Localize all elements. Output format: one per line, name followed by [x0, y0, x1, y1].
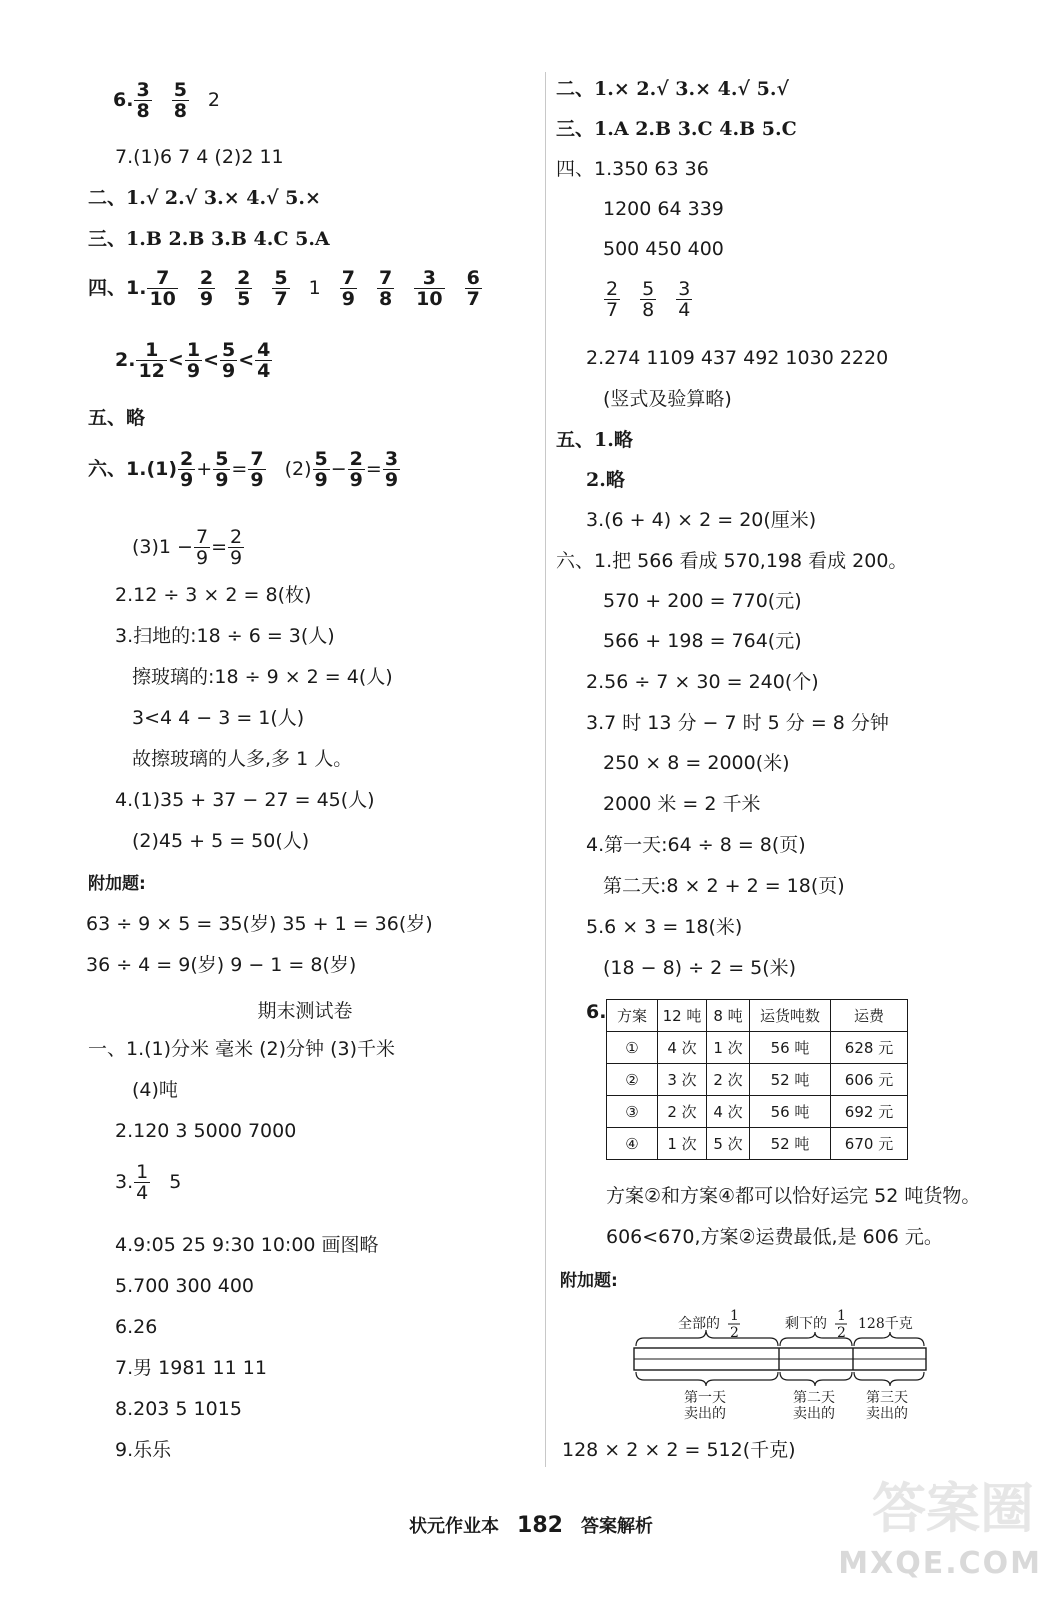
- table-row: [607, 1128, 908, 1160]
- table-row: [607, 1032, 908, 1064]
- diagram-label-whole: 全部的: [678, 1316, 720, 1332]
- right-section-6-q1: 六、1.把 566 看成 570,198 看成 200。: [556, 550, 908, 572]
- segment-diagram: [630, 1300, 930, 1425]
- fraction: $\frac{5}{8}$: [173, 79, 187, 122]
- right-section-5-q2: 2.略: [586, 469, 625, 491]
- extra-answer-1: 63 ÷ 9 × 5 = 35(岁) 35 + 1 = 36(岁): [86, 913, 433, 935]
- footer-book-name: 状元作业本: [409, 1516, 500, 1537]
- right-section-4-row2: 1200 64 339: [603, 198, 724, 220]
- right-section-6-q5b: (18 − 8) ÷ 2 = 5(米): [603, 957, 797, 979]
- right-section-6-q4a: 4.第一天:64 ÷ 8 = 8(页): [586, 834, 806, 856]
- final-q8: 8.203 5 1015: [115, 1398, 242, 1420]
- right-section-6-q6-conclusion2: 606<670,方案②运费最低,是 606 元。: [606, 1226, 943, 1248]
- table-cell: 670 元: [831, 1128, 908, 1160]
- table-cell: 3 次: [658, 1064, 707, 1096]
- brace-day3: [854, 1372, 924, 1386]
- final-q2: 2.120 3 5000 7000: [115, 1120, 297, 1142]
- extra-question-title: 附加题:: [88, 874, 146, 894]
- table-cell: 628 元: [831, 1032, 908, 1064]
- diagram-day1-sold: 卖出的: [684, 1406, 726, 1422]
- table-header-row: [607, 1000, 908, 1032]
- section-5-answer: 五、略: [88, 407, 146, 429]
- section-3-answers: 三、1.B 2.B 3.B 4.C 5.A: [88, 228, 330, 250]
- final-q9: 9.乐乐: [115, 1439, 172, 1461]
- section-6-q1-part3: (3)1 − $\frac{7}{9}$ = $\frac{2}{9}$: [132, 526, 243, 569]
- table-cell: 1 次: [707, 1032, 750, 1064]
- table-cell: 2 次: [707, 1064, 750, 1096]
- right-section-6-q3-calc1: 250 × 8 = 2000(米): [603, 752, 790, 774]
- right-section-5-q3: 3.(6 + 4) × 2 = 20(厘米): [586, 509, 817, 531]
- table-cell: 56 吨: [750, 1032, 831, 1064]
- right-section-6-q2: 2.56 ÷ 7 × 30 = 240(个): [586, 671, 819, 693]
- table-cell: 52 吨: [750, 1128, 831, 1160]
- final-q5: 5.700 300 400: [115, 1275, 255, 1297]
- brace-amount: [854, 1332, 924, 1346]
- table-cell: ③: [607, 1096, 658, 1128]
- table-cell: ④: [607, 1128, 658, 1160]
- brace-day1: [636, 1372, 778, 1386]
- right-section-6-q5a: 5.6 × 3 = 18(米): [586, 916, 743, 938]
- section-4-comparison: 2. $\frac{1}{12}$ < $\frac{1}{9}$ < $\frac{5}{9}$ < $\frac{4}{4}$: [115, 339, 271, 382]
- answer-7: 7.(1)6 7 4 (2)2 11: [115, 146, 284, 168]
- table-header: 运费: [831, 1000, 908, 1032]
- table-cell: 2 次: [658, 1096, 707, 1128]
- right-extra-question-title: 附加题:: [560, 1271, 618, 1291]
- fraction: $\frac{3}{8}$: [136, 79, 150, 122]
- section-6-q3b: 擦玻璃的:18 ÷ 9 × 2 = 4(人): [132, 666, 393, 688]
- diagram-day3-sold: 卖出的: [866, 1406, 908, 1422]
- right-section-4-note: (竖式及验算略): [603, 388, 732, 410]
- section-6-q2: 2.12 ÷ 3 × 2 = 8(枚): [115, 584, 312, 606]
- table-cell: ②: [607, 1064, 658, 1096]
- final-q3: 3. $\frac{1}{4}$ 5: [115, 1161, 182, 1204]
- diagram-label-rest: 剩下的: [785, 1316, 827, 1332]
- table-row: [607, 1096, 908, 1128]
- right-section-6-q6-conclusion1: 方案②和方案④都可以恰好运完 52 吨货物。: [606, 1185, 981, 1207]
- transport-plan-table: [606, 999, 908, 1160]
- table-cell: 5 次: [707, 1128, 750, 1160]
- answer-6: 6. $\frac{3}{8}$ $\frac{5}{8}$ 2: [113, 79, 221, 122]
- right-section-3-answers: 三、1.A 2.B 3.C 4.B 5.C: [556, 118, 797, 140]
- diagram-frac-den: 2: [730, 1325, 739, 1341]
- table-header: 8 吨: [707, 1000, 750, 1032]
- diagram-frac-den: 2: [837, 1325, 846, 1341]
- watermark-logo: 答案圈: [872, 1477, 1034, 1540]
- final-q1b: (4)吨: [132, 1079, 178, 1101]
- diagram-day3-label: 第三天: [866, 1390, 908, 1406]
- right-extra-answer: 128 × 2 × 2 = 512(千克): [562, 1439, 796, 1461]
- section-4-answers: 四、1. $\frac{7}{10}$ $\frac{2}{9}$ $\frac{2}{5}$ $\frac{5}{7}$ 1 $\frac{7}{9}$ $\frac{7}{8}$ $\frac{3}{10}$ $\frac{6}{7}$: [88, 267, 480, 310]
- table-cell: 606 元: [831, 1064, 908, 1096]
- final-q1a: 一、1.(1)分米 毫米 (2)分钟 (3)千米: [88, 1038, 395, 1060]
- right-section-6-q3: 3.7 时 13 分 − 7 时 5 分 = 8 分钟: [586, 712, 889, 734]
- right-section-4-row1: 四、1.350 63 36: [556, 158, 709, 180]
- page-number: 182: [517, 1513, 563, 1538]
- table-cell: 52 吨: [750, 1064, 831, 1096]
- section-6-q4a: 4.(1)35 + 37 − 27 = 45(人): [115, 789, 375, 811]
- table-row: [607, 1064, 908, 1096]
- table-cell: 4 次: [707, 1096, 750, 1128]
- final-test-title: 期末测试卷: [257, 1000, 353, 1022]
- right-section-4-fractions: $\frac{2}{7}$ $\frac{5}{8}$ $\frac{3}{4}$: [606, 278, 691, 321]
- final-q6: 6.26: [115, 1316, 158, 1338]
- table-header: 运货吨数: [750, 1000, 831, 1032]
- right-section-6-q6-label: 6.: [586, 1001, 607, 1023]
- section-6-q3a: 3.扫地的:18 ÷ 6 = 3(人): [115, 625, 335, 647]
- diagram-label-amount: 128千克: [858, 1316, 913, 1332]
- section-2-answers: 二、1.√ 2.√ 3.× 4.√ 5.×: [88, 187, 321, 209]
- extra-answer-2: 36 ÷ 4 = 9(岁) 9 − 1 = 8(岁): [86, 954, 357, 976]
- item-number: 6.: [113, 89, 134, 111]
- diagram-frac-num: 1: [730, 1308, 739, 1324]
- right-section-6-q3-calc2: 2000 米 = 2 千米: [603, 793, 761, 815]
- section-6-q3c: 3<4 4 − 3 = 1(人): [132, 707, 305, 729]
- table-cell: 1 次: [658, 1128, 707, 1160]
- right-section-6-q1-calc1: 570 + 200 = 770(元): [603, 590, 802, 612]
- table-header: 12 吨: [658, 1000, 707, 1032]
- table-cell: ①: [607, 1032, 658, 1064]
- final-q7: 7.男 1981 11 11: [115, 1357, 267, 1379]
- table-cell: 4 次: [658, 1032, 707, 1064]
- table-cell: 692 元: [831, 1096, 908, 1128]
- final-q4: 4.9:05 25 9:30 10:00 画图略: [115, 1234, 379, 1256]
- table-cell: 56 吨: [750, 1096, 831, 1128]
- section-6-q4b: (2)45 + 5 = 50(人): [132, 830, 310, 852]
- right-section-4-row3: 500 450 400: [603, 238, 724, 260]
- section-6-q3d: 故擦玻璃的人多,多 1 人。: [132, 748, 353, 770]
- right-section-5-q1: 五、1.略: [556, 429, 633, 451]
- diagram-day1-label: 第一天: [684, 1390, 726, 1406]
- right-section-4-q2: 2.274 1109 437 492 1030 2220: [586, 347, 889, 369]
- brace-whole: [636, 1330, 778, 1346]
- column-divider: [545, 72, 546, 1467]
- diagram-day2-sold: 卖出的: [793, 1406, 835, 1422]
- section-6-q1: 六、1.(1) $\frac{2}{9}$ + $\frac{5}{9}$ = $\frac{7}{9}$ (2) $\frac{5}{9}$ − $\frac{2}{9}$ = $\frac{3}{9}$: [88, 448, 399, 491]
- diagram-frac-num: 1: [837, 1308, 846, 1324]
- right-section-2-answers: 二、1.× 2.√ 3.× 4.√ 5.√: [556, 78, 789, 100]
- right-section-6-q4b: 第二天:8 × 2 + 2 = 18(页): [603, 875, 845, 897]
- diagram-day2-label: 第二天: [793, 1390, 835, 1406]
- footer-section-name: 答案解析: [580, 1516, 653, 1537]
- watermark-url: MXQE.COM: [838, 1546, 1042, 1581]
- right-section-6-q1-calc2: 566 + 198 = 764(元): [603, 630, 802, 652]
- brace-day2: [780, 1372, 852, 1386]
- table-header: 方案: [607, 1000, 658, 1032]
